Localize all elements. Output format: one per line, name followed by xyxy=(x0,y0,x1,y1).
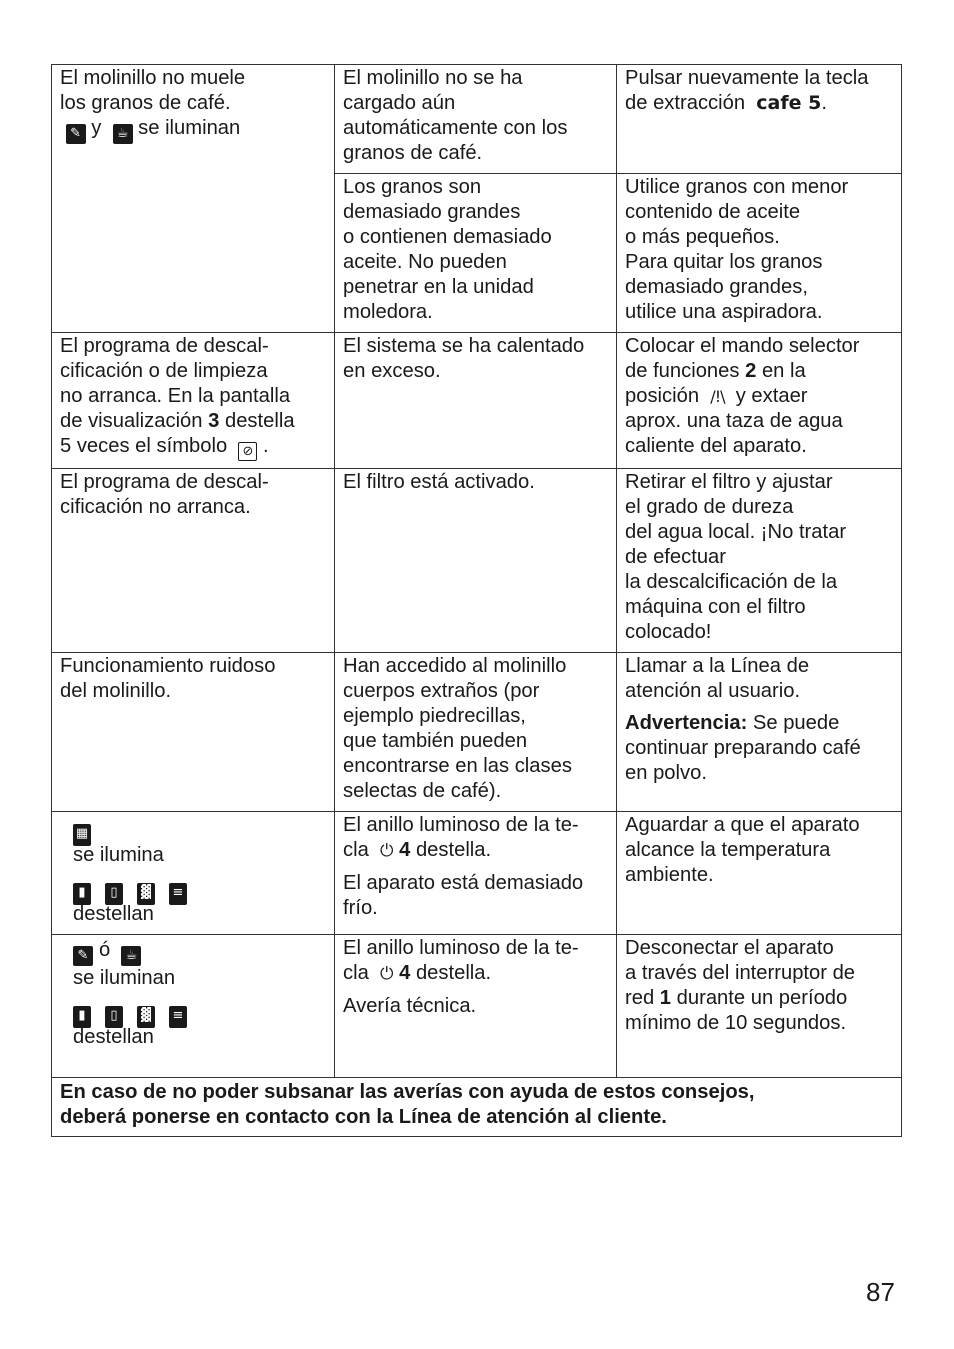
espresso-icon: ▯ xyxy=(105,1006,123,1028)
cause-cell: El filtro está activado. xyxy=(335,469,617,653)
remedy-cell: Aguardar a que el aparato alcance la temperatura ambiente. xyxy=(617,812,902,935)
problem-cell: Funcionamiento ruidoso del molinillo. xyxy=(52,653,335,812)
remedy-cell: Utilice granos con menor contenido de aceite o más pequeños. Para quitar los granos demasiado grandes, utilice una aspiradora. xyxy=(617,174,902,333)
cause-cell: El anillo luminoso de la te- cla ⏻ 4 destella. Avería técnica. xyxy=(335,935,617,1078)
coffee-icon: ▮ xyxy=(73,883,91,905)
cause-cell: Los granos son demasiado grandes o contienen demasiado aceite. No pueden penetrar en la unidad moledora. xyxy=(335,174,617,333)
table-row xyxy=(52,935,902,1078)
power-icon: ⏻ xyxy=(380,964,394,984)
table-row xyxy=(52,333,902,469)
temperature-grid-icon: ▦ xyxy=(73,824,91,846)
steam-position-icon: /!\ xyxy=(710,387,725,406)
table-row xyxy=(52,812,902,935)
cause-cell: El molinillo no se ha cargado aún automáticamente con los granos de café. xyxy=(335,65,617,174)
cause-cell: El sistema se ha calentado en exceso. xyxy=(335,333,617,469)
grind-icon: ✎ xyxy=(66,124,86,144)
table-row xyxy=(52,653,902,812)
cup-icon: ☕ xyxy=(121,946,141,966)
problem-cell: El molinillo no muele los granos de café. ✎ y ☕ se iluminan xyxy=(52,65,335,333)
espresso-icon: ▯ xyxy=(105,883,123,905)
hot-water-icon: ▓ xyxy=(137,883,155,905)
table-row xyxy=(52,65,902,174)
warning-note: Advertencia: Se puede xyxy=(625,712,840,734)
problem-cell: ▦ se ilumina ▮ ▯ ▓ ≡ destellan xyxy=(52,812,335,935)
problem-cell: El programa de descal- cificación o de limpieza no arranca. En la pantalla de visualización 3 destella 5 veces el símbolo ⊘ . xyxy=(52,333,335,469)
coffee-icon: ▮ xyxy=(73,1006,91,1028)
footer-note: En caso de no poder subsanar las averías con ayuda de estos consejos, deberá ponerse en contacto con la Línea de atención al cliente. xyxy=(52,1078,902,1137)
problem-cell: ✎ ó ☕ se iluminan ▮ ▯ ▓ ≡ destellan xyxy=(52,935,335,1078)
problem-cell: El programa de descal- cificación no arranca. xyxy=(52,469,335,653)
descale-icon: ⊘ xyxy=(238,442,257,461)
table-footer-row xyxy=(52,1078,902,1137)
cafe-key-label: cafe 5 xyxy=(756,92,822,114)
cause-cell: Han accedido al molinillo cuerpos extraños (por ejemplo piedrecillas, que también pueden encontrarse en las clases selectas de café). xyxy=(335,653,617,812)
remedy-cell: Retirar el filtro y ajustar el grado de dureza del agua local. ¡No tratar de efectuar la descalcificación de la máquina con el filtro colocado! xyxy=(617,469,902,653)
remedy-cell: Llamar a la Línea de atención al usuario. Advertencia: Se puede continuar preparando café en polvo. xyxy=(617,653,902,812)
cause-cell: El anillo luminoso de la te- cla ⏻ 4 destella. El aparato está demasiado frío. xyxy=(335,812,617,935)
steam-icon: ≡ xyxy=(169,1006,187,1028)
remedy-cell: Colocar el mando selector de funciones 2 en la posición /!\ y extaer aprox. una taza de agua caliente del aparato. xyxy=(617,333,902,469)
page-number: 87 xyxy=(866,1277,895,1307)
table-row xyxy=(52,469,902,653)
steam-icon: ≡ xyxy=(169,883,187,905)
cup-icon: ☕ xyxy=(113,124,133,144)
grind-icon: ✎ xyxy=(73,946,93,966)
troubleshooting-table xyxy=(51,64,902,1137)
hot-water-icon: ▓ xyxy=(137,1006,155,1028)
remedy-cell: Desconectar el aparato a través del interruptor de red 1 durante un período mínimo de 10 segundos. xyxy=(617,935,902,1078)
power-icon: ⏻ xyxy=(380,841,394,861)
remedy-cell: Pulsar nuevamente la tecla de extracción cafe 5. xyxy=(617,65,902,174)
